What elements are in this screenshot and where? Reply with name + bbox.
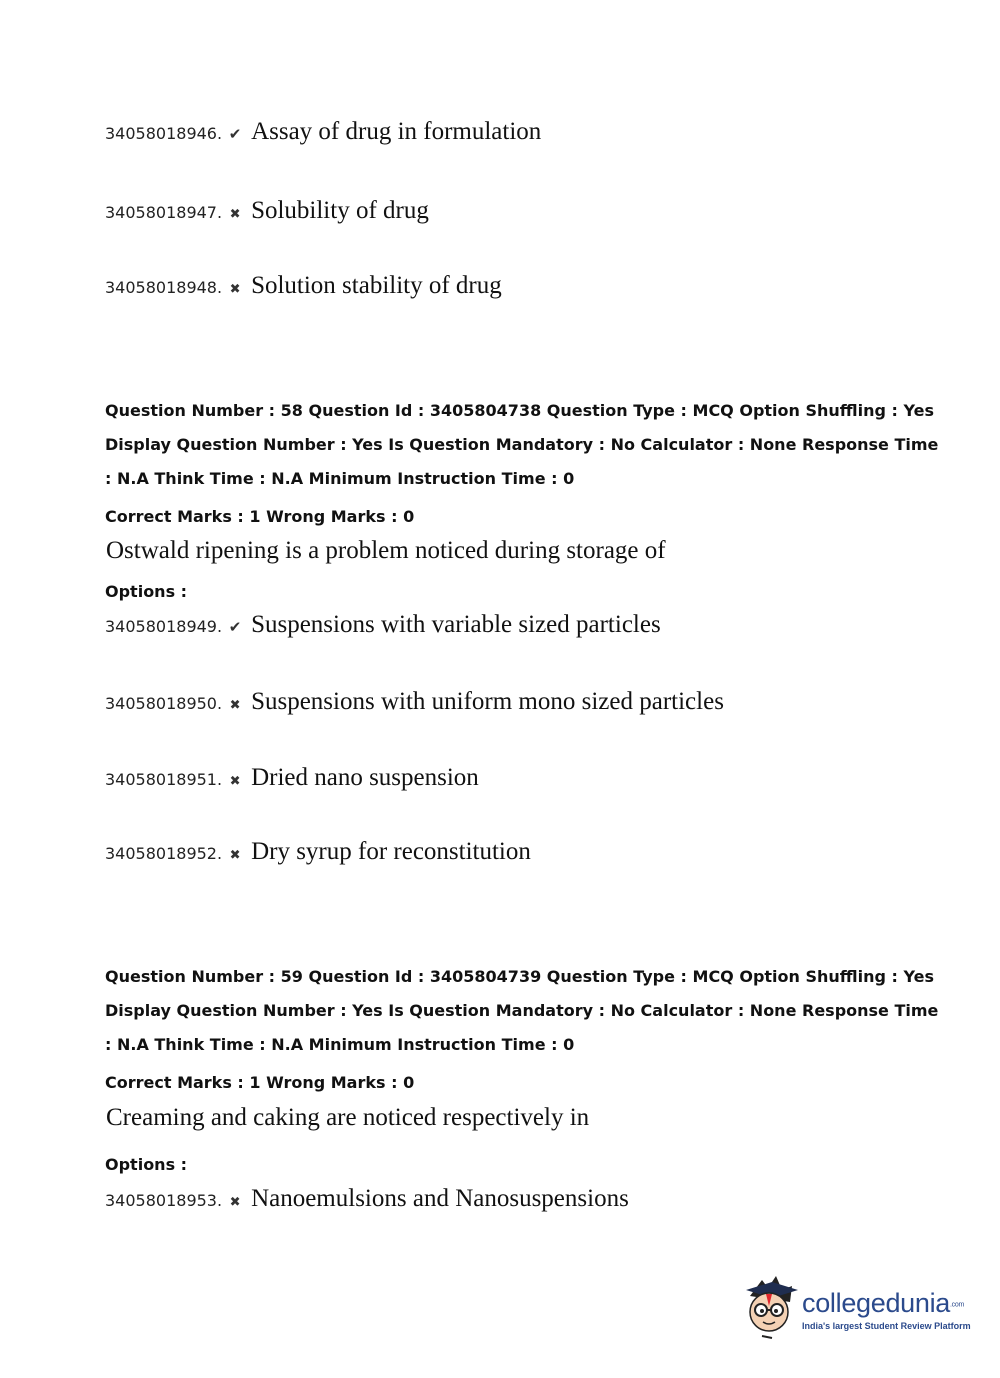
option-text: Dry syrup for reconstitution [251,838,531,865]
option-id: 34058018947. [105,203,223,222]
check-icon: ✔ [228,618,242,636]
option-34058018946 [105,118,541,146]
option-text: Suspensions with variable sized particles [251,611,661,638]
question-58-marks: Correct Marks : 1 Wrong Marks : 0 [105,507,415,526]
option-34058018951 [105,764,479,792]
cross-icon: ✖ [229,1195,241,1210]
mascot-icon [742,1274,800,1344]
option-id: 34058018946. [105,124,223,143]
option-id: 34058018951. [105,770,223,789]
question-59-options-label: Options : [105,1155,188,1174]
cross-icon: ✖ [229,698,241,713]
option-text: Dried nano suspension [251,764,479,791]
question-58-meta [105,394,939,496]
option-id: 34058018952. [105,844,223,863]
cross-icon: ✖ [229,282,241,297]
question-59-marks: Correct Marks : 1 Wrong Marks : 0 [105,1073,415,1092]
question-58-stem: Ostwald ripening is a problem noticed during storage of [106,537,666,564]
option-text: Nanoemulsions and Nanosuspensions [251,1185,629,1212]
option-34058018953 [105,1185,629,1213]
option-text: Suspensions with uniform mono sized particles [251,688,724,715]
option-34058018950 [105,688,724,716]
collegedunia-logo [742,1274,971,1344]
meta-line: : N.A Think Time : N.A Minimum Instruction Time : 0 [105,1035,575,1054]
option-text: Solubility of drug [251,197,429,224]
question-58-options-label: Options : [105,582,188,601]
question-59-stem: Creaming and caking are noticed respectively in [106,1104,590,1131]
option-34058018952 [105,838,531,866]
meta-line: Display Question Number : Yes Is Question Mandatory : No Calculator : None Response Time [105,1001,939,1020]
option-34058018949 [105,611,661,639]
logo-suffix: .com [950,1301,965,1309]
meta-line: Display Question Number : Yes Is Question Mandatory : No Calculator : None Response Time [105,435,939,454]
option-text: Solution stability of drug [251,272,502,299]
option-id: 34058018949. [105,617,223,636]
meta-line: : N.A Think Time : N.A Minimum Instruction Time : 0 [105,469,575,488]
logo-tagline: India's largest Student Review Platform [802,1321,971,1331]
logo-wordmark [802,1288,964,1319]
check-icon: ✔ [228,125,242,143]
option-text: Assay of drug in formulation [251,118,542,145]
option-id: 34058018953. [105,1191,223,1210]
cross-icon: ✖ [229,207,241,222]
meta-line: Question Number : 58 Question Id : 3405804738 Question Type : MCQ Option Shuffling : Yes [105,401,935,420]
option-id: 34058018950. [105,694,223,713]
meta-line: Question Number : 59 Question Id : 3405804739 Question Type : MCQ Option Shuffling : Yes [105,967,935,986]
cross-icon: ✖ [229,848,241,863]
logo-name: collegedunia [802,1288,951,1318]
option-id: 34058018948. [105,278,223,297]
question-59-meta [105,960,939,1062]
option-34058018948 [105,272,502,300]
cross-icon: ✖ [229,774,241,789]
option-34058018947 [105,197,429,225]
